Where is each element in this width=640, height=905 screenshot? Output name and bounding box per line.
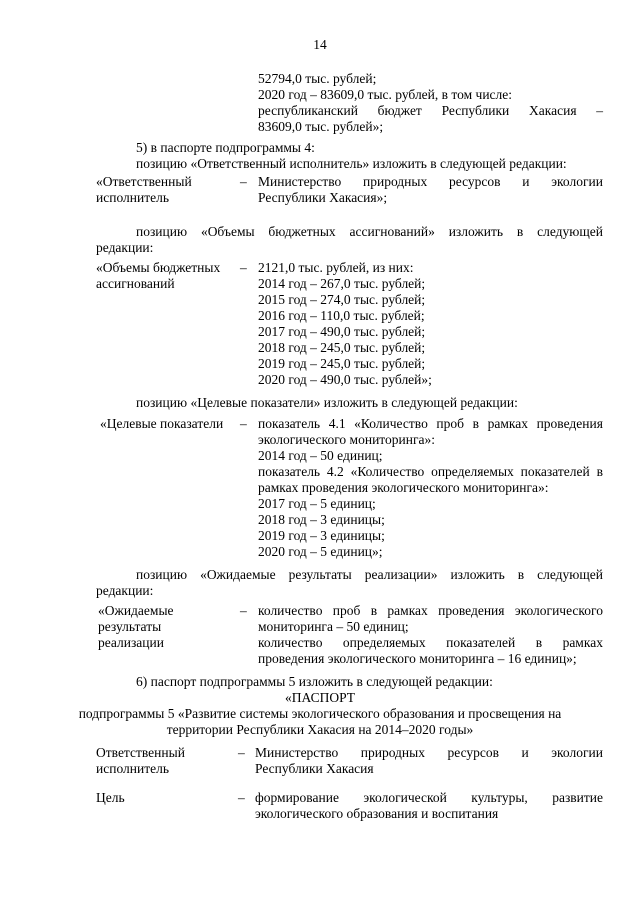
word: формирование bbox=[255, 790, 339, 805]
dash: – bbox=[240, 260, 247, 275]
word: «Объемы bbox=[200, 224, 255, 239]
word: 4.2 bbox=[326, 464, 344, 479]
word: следующей bbox=[537, 224, 603, 239]
word: в bbox=[517, 567, 525, 582]
field-value-line: экологического образования и воспитания bbox=[255, 806, 499, 821]
results-line-justified bbox=[258, 635, 603, 651]
passport-subtitle: подпрограммы 5 «Развитие системы экологического образования и просвещения на bbox=[78, 706, 562, 721]
dash: – bbox=[240, 603, 247, 618]
word: изложить bbox=[450, 567, 505, 582]
word: республиканский bbox=[258, 103, 358, 118]
word: культуры, bbox=[471, 790, 528, 805]
intro-line: 52794,0 тыс. рублей; bbox=[258, 71, 377, 86]
field-label: исполнитель bbox=[96, 761, 169, 776]
budget-line: 2121,0 тыс. рублей, из них: bbox=[258, 260, 414, 275]
field-value-line: Республики Хакасия bbox=[255, 761, 374, 776]
field-label: «Целевые показатели bbox=[100, 416, 224, 431]
word: «Количество bbox=[354, 416, 428, 431]
section-heading: 6) паспорт подпрограммы 5 изложить в следующей редакции: bbox=[136, 674, 493, 689]
word: и bbox=[521, 745, 529, 760]
budget-line: 2020 год – 490,0 тыс. рублей»; bbox=[258, 372, 432, 387]
word: Хакасия bbox=[529, 103, 577, 118]
dash: – bbox=[240, 174, 247, 189]
target-line: 2018 год – 3 единицы; bbox=[258, 512, 385, 527]
field-value-line bbox=[255, 745, 603, 761]
word: реализации» bbox=[364, 567, 438, 582]
paragraph-justified bbox=[136, 567, 603, 583]
word: количество bbox=[258, 635, 323, 650]
paragraph: позицию «Целевые показатели» изложить в следующей редакции: bbox=[136, 395, 518, 410]
results-line: проведения экологического мониторинга – 16 единиц»; bbox=[258, 651, 577, 666]
word: Министерство bbox=[255, 745, 339, 760]
word: изложить bbox=[448, 224, 504, 239]
word: рамках bbox=[562, 635, 603, 650]
word: в bbox=[596, 464, 603, 479]
word: определяемых bbox=[431, 464, 514, 479]
word: в bbox=[535, 635, 543, 650]
target-line-justified bbox=[258, 416, 603, 432]
word: проб bbox=[332, 603, 361, 618]
results-line: мониторинга – 50 единиц; bbox=[258, 619, 409, 634]
budget-line: 2018 год – 245,0 тыс. рублей; bbox=[258, 340, 426, 355]
intro-line: 83609,0 тыс. рублей»; bbox=[258, 119, 384, 134]
passport-subtitle: территории Республики Хакасия на 2014–2020 годы» bbox=[166, 722, 474, 737]
target-line-justified bbox=[258, 464, 603, 480]
field-label: реализации bbox=[98, 635, 164, 650]
field-value-line bbox=[255, 790, 603, 806]
target-line: 2014 год – 50 единиц; bbox=[258, 448, 383, 463]
paragraph: редакции: bbox=[96, 583, 154, 598]
field-label: «Ответственный bbox=[96, 174, 192, 189]
word: экологии bbox=[551, 745, 603, 760]
passport-title: «ПАСПОРТ bbox=[285, 690, 355, 705]
word: и bbox=[522, 174, 530, 189]
word: природных bbox=[363, 174, 428, 189]
word: в bbox=[472, 416, 479, 431]
word: развитие bbox=[552, 790, 603, 805]
field-label: Цель bbox=[96, 790, 125, 805]
section-heading: 5) в паспорте подпрограммы 4: bbox=[136, 140, 315, 155]
word: результаты bbox=[288, 567, 352, 582]
paragraph-justified bbox=[136, 224, 603, 240]
target-line: экологического мониторинга»: bbox=[258, 432, 435, 447]
word: бюджет bbox=[377, 103, 422, 118]
word: природных bbox=[360, 745, 425, 760]
target-line: рамках проведения экологического мониторинга»: bbox=[258, 480, 549, 495]
word: определяемых bbox=[342, 635, 426, 650]
paragraph: редакции: bbox=[96, 240, 154, 255]
word: – bbox=[596, 103, 603, 118]
field-label: «Объемы бюджетных bbox=[96, 260, 221, 275]
word: ассигнований» bbox=[349, 224, 435, 239]
field-label: Ответственный bbox=[96, 745, 185, 760]
field-label: ассигнований bbox=[96, 276, 175, 291]
word: Министерство bbox=[258, 174, 342, 189]
word: следующей bbox=[537, 567, 603, 582]
word: в bbox=[370, 603, 378, 618]
field-label: «Ожидаемые bbox=[98, 603, 174, 618]
word: рамках bbox=[387, 603, 428, 618]
intro-line: 2020 год – 83609,0 тыс. рублей, в том числе: bbox=[258, 87, 513, 102]
page-number: 14 bbox=[313, 37, 327, 52]
paragraph: позицию «Ответственный исполнитель» изложить в следующей редакции: bbox=[136, 156, 567, 171]
word: 4.1 bbox=[328, 416, 346, 431]
target-line: 2019 год – 3 единицы; bbox=[258, 528, 385, 543]
word: экологического bbox=[514, 603, 603, 618]
word: ресурсов bbox=[447, 745, 499, 760]
budget-line: 2014 год – 267,0 тыс. рублей; bbox=[258, 276, 426, 291]
field-value-line bbox=[258, 174, 603, 190]
intro-justified-line bbox=[258, 103, 603, 119]
word: бюджетных bbox=[268, 224, 336, 239]
word: проведения bbox=[536, 416, 603, 431]
dash: – bbox=[238, 745, 245, 760]
word: рамках bbox=[487, 416, 528, 431]
word: Республики bbox=[441, 103, 510, 118]
word: проведения bbox=[438, 603, 505, 618]
word: позицию bbox=[136, 224, 188, 239]
word: экологической bbox=[363, 790, 447, 805]
field-label: результаты bbox=[98, 619, 162, 634]
field-value-line: Республики Хакасия»; bbox=[258, 190, 388, 205]
word: экологии bbox=[551, 174, 603, 189]
word: показателей bbox=[520, 464, 590, 479]
budget-line: 2015 год – 274,0 тыс. рублей; bbox=[258, 292, 426, 307]
dash: – bbox=[240, 416, 247, 431]
word: количество bbox=[258, 603, 323, 618]
dash: – bbox=[238, 790, 245, 805]
target-line: 2017 год – 5 единиц; bbox=[258, 496, 376, 511]
word: ресурсов bbox=[448, 174, 501, 189]
field-label: исполнитель bbox=[96, 190, 169, 205]
target-line: 2020 год – 5 единиц»; bbox=[258, 544, 383, 559]
word: показатель bbox=[258, 416, 321, 431]
budget-line: 2017 год – 490,0 тыс. рублей; bbox=[258, 324, 426, 339]
budget-line: 2019 год – 245,0 тыс. рублей; bbox=[258, 356, 426, 371]
results-line-justified bbox=[258, 603, 603, 619]
word: позицию bbox=[136, 567, 188, 582]
word: проб bbox=[436, 416, 465, 431]
word: «Ожидаемые bbox=[200, 567, 276, 582]
budget-line: 2016 год – 110,0 тыс. рублей; bbox=[258, 308, 425, 323]
word: показателей bbox=[446, 635, 516, 650]
word: «Количество bbox=[350, 464, 425, 479]
word: в bbox=[516, 224, 524, 239]
word: показатель bbox=[258, 464, 321, 479]
